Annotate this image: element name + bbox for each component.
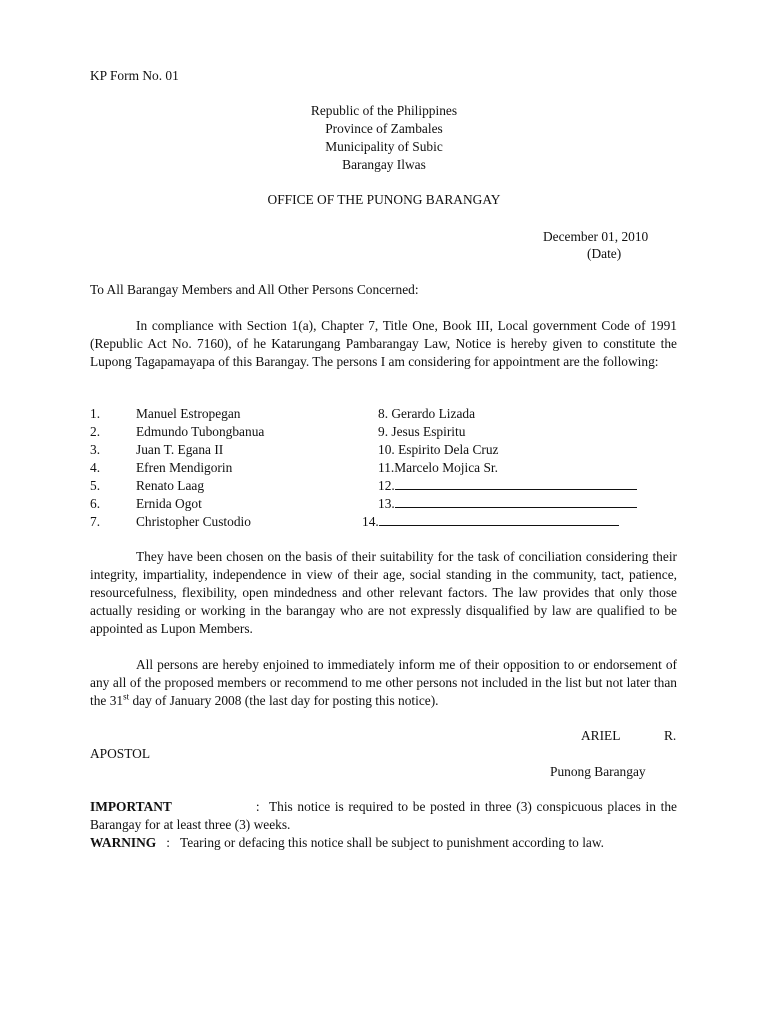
office-title: OFFICE OF THE PUNONG BARANGAY xyxy=(267,192,501,207)
blank-line xyxy=(395,495,637,508)
member-entry: 8. Gerardo Lizada xyxy=(378,406,476,421)
member-name: Christopher Custodio xyxy=(136,514,251,529)
header-barangay: Barangay Ilwas xyxy=(342,157,426,172)
date-label: (Date) xyxy=(587,246,622,261)
member-num: 7. xyxy=(90,514,101,529)
signatory-last-name: APOSTOL xyxy=(90,746,151,761)
important-note: IMPORTANT : This notice is required to be posted in three (3) conspicuous places in the Barangay for at least three (3) weeks. xyxy=(90,799,678,832)
paragraph-opposition: All persons are hereby enjoined to immediately inform me of their opposition to or endorsement of any all of the proposed members or recommend to me other persons not included in the list but not later than the 31st day of January 2008 (the last day for posting this notice). xyxy=(90,657,677,708)
member-name: Manuel Estropegan xyxy=(136,406,241,421)
warning-note: WARNING : Tearing or defacing this notice shall be subject to punishment according to law. xyxy=(90,835,605,850)
signatory-title: Punong Barangay xyxy=(550,764,646,779)
member-name: Edmundo Tubongbanua xyxy=(136,424,265,439)
paragraph-compliance: In compliance with Section 1(a), Chapter 7, Title One, Book III, Local government Code of 1991 (Republic Act No. 7160), of he Katarungang Pambarangay Law, Notice is hereby given to constitute the Lupong Tagapamayapa of this Barangay. The persons I am considering for appointment are the following: xyxy=(90,318,677,369)
signatory-middle-initial: R. xyxy=(664,728,677,743)
superscript-st: st xyxy=(123,691,130,702)
blank-line xyxy=(379,513,619,526)
blank-line xyxy=(395,477,637,490)
date-value: December 01, 2010 xyxy=(543,229,649,244)
member-entry-blank: 12. xyxy=(378,477,637,495)
important-label: IMPORTANT xyxy=(90,799,172,814)
salutation: To All Barangay Members and All Other Persons Concerned: xyxy=(90,282,419,297)
signatory-first-name: ARIEL xyxy=(581,728,621,743)
member-entry-blank: 13. xyxy=(378,495,637,513)
form-number: KP Form No. 01 xyxy=(90,68,179,83)
member-num: 6. xyxy=(90,496,101,511)
member-num: 4. xyxy=(90,460,101,475)
paragraph-suitability: They have been chosen on the basis of their suitability for the task of conciliation considering their integrity, impartiality, independence in view of their age, social standing in the community, tact, patience, resourcefulness, flexibility, open mindedness and other relevant factors. The law provides that only those actually residing or working in the barangay who are not expressly disqualified by law are qualified to be appointed as Lupon Members. xyxy=(90,549,677,636)
header-municipality: Municipality of Subic xyxy=(325,139,443,154)
member-num: 5. xyxy=(90,478,101,493)
member-num: 1. xyxy=(90,406,101,421)
member-name: Ernida Ogot xyxy=(136,496,202,511)
member-entry-blank: 14. xyxy=(362,513,619,531)
header-province: Province of Zambales xyxy=(325,121,443,136)
header-republic: Republic of the Philippines xyxy=(310,103,458,118)
member-num: 3. xyxy=(90,442,101,457)
member-entry: 9. Jesus Espiritu xyxy=(378,424,466,439)
member-name: Juan T. Egana II xyxy=(136,442,224,457)
member-num: 2. xyxy=(90,424,101,439)
member-entry: 11.Marcelo Mojica Sr. xyxy=(378,460,498,475)
member-entry: 10. Espirito Dela Cruz xyxy=(378,442,499,457)
warning-label: WARNING xyxy=(90,835,157,850)
member-name: Efren Mendigorin xyxy=(136,460,233,475)
member-name: Renato Laag xyxy=(136,478,205,493)
